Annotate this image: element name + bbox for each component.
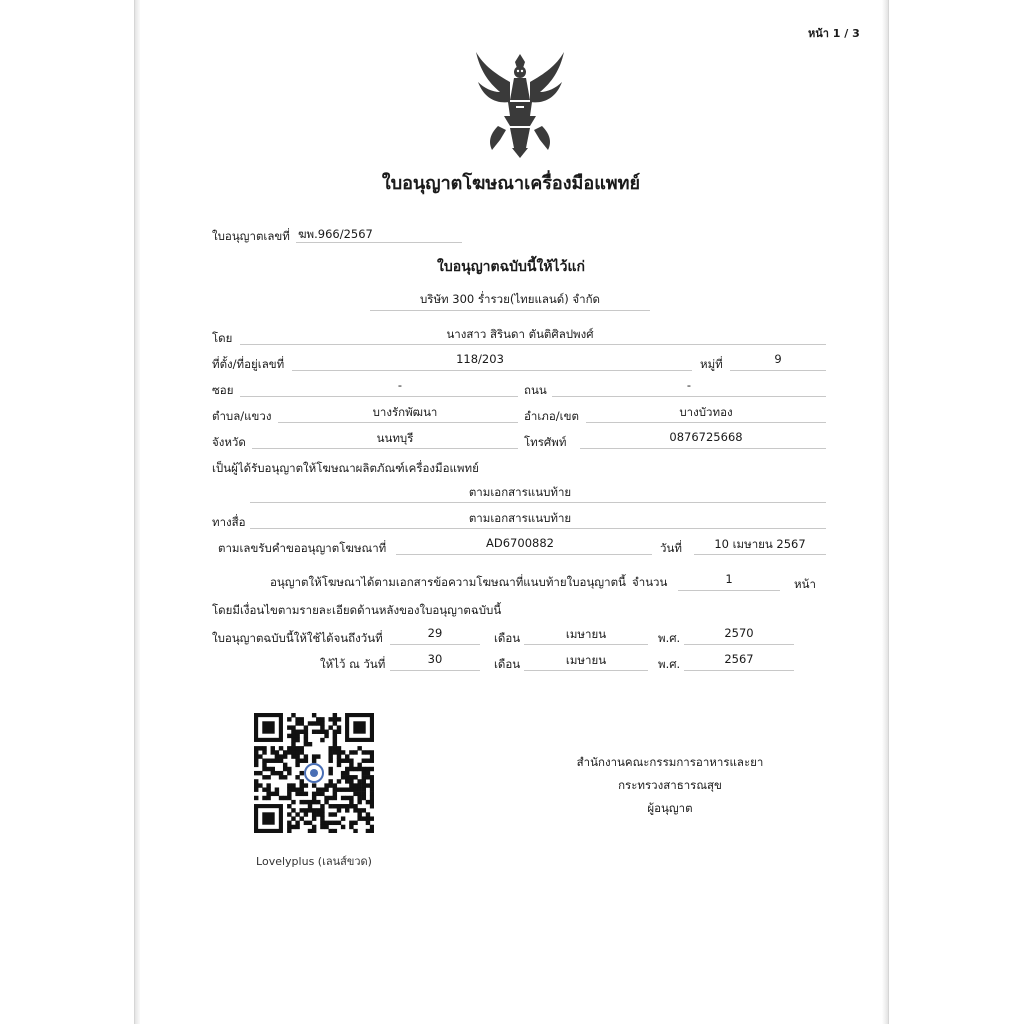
road-value: - xyxy=(686,378,692,392)
moo-value: 9 xyxy=(774,352,782,366)
address-no-label: ที่ตั้ง/ที่อยู่เลขที่ xyxy=(212,357,285,371)
subdistrict-line xyxy=(278,422,518,423)
qr-caption: Lovelyplus (เลนส์ขวด) xyxy=(256,855,372,868)
license-no-value: ฆพ.966/2567 xyxy=(298,227,373,241)
given-on-month: เมษายน xyxy=(565,653,607,667)
approval-count-line xyxy=(678,590,780,591)
company-line xyxy=(370,310,650,311)
request-no-value: AD6700882 xyxy=(486,536,554,550)
valid-until-day-line xyxy=(390,644,480,645)
given-on-month-label: เดือน xyxy=(494,657,521,671)
valid-until-month-line xyxy=(524,644,648,645)
valid-until-day: 29 xyxy=(427,626,443,640)
subdistrict-label: ตำบล/แขวง xyxy=(212,409,272,423)
valid-until-month: เมษายน xyxy=(565,627,607,641)
valid-until-label: ใบอนุญาตฉบับนี้ให้ใช้ได้จนถึงวันที่ xyxy=(212,631,383,645)
product-label: เป็นผู้ได้รับอนุญาตให้โฆษณาผลิตภัณฑ์เครื่องมือแพทย์ xyxy=(212,461,479,475)
request-date-label: วันที่ xyxy=(660,541,682,555)
product-value: ตามเอกสารแนบท้าย xyxy=(468,485,572,499)
approval-count-label: จำนวน xyxy=(632,575,668,589)
address-no-value: 118/203 xyxy=(456,352,504,366)
soi-line xyxy=(240,396,518,397)
request-no-label: ตามเลขรับคำขออนุญาตโฆษณาที่ xyxy=(218,541,387,555)
by-line xyxy=(240,344,826,345)
valid-until-year-line xyxy=(684,644,794,645)
moo-line xyxy=(730,370,826,371)
given-on-year-line xyxy=(684,670,794,671)
valid-until-year-label: พ.ศ. xyxy=(658,631,681,645)
media-value: ตามเอกสารแนบท้าย xyxy=(468,511,572,525)
province-line xyxy=(252,448,518,449)
district-value: บางบัวทอง xyxy=(679,405,733,419)
moo-label: หมู่ที่ xyxy=(700,357,723,371)
approval-unit: หน้า xyxy=(794,577,816,591)
district-label: อำเภอ/เขต xyxy=(524,409,579,423)
media-label: ทางสื่อ xyxy=(212,515,246,529)
approval-text: อนุญาตให้โฆษณาได้ตามเอกสารข้อความโฆษณาที่แนบท้ายใบอนุญาตนี้ xyxy=(270,575,626,589)
document-page xyxy=(140,0,882,1024)
given-on-label: ให้ไว้ ณ วันที่ xyxy=(320,657,386,671)
soi-value: - xyxy=(397,378,403,392)
request-date-line xyxy=(694,554,826,555)
soi-label: ซอย xyxy=(212,383,234,397)
road-label: ถนน xyxy=(524,383,547,397)
media-line xyxy=(250,528,826,529)
garuda-emblem xyxy=(470,48,570,160)
given-on-day: 30 xyxy=(427,652,443,666)
given-on-month-line xyxy=(524,670,648,671)
province-value: นนทบุรี xyxy=(376,431,414,445)
road-line xyxy=(552,396,826,397)
address-no-line xyxy=(292,370,692,371)
phone-line xyxy=(580,448,826,449)
district-line xyxy=(586,422,826,423)
given-on-year: 2567 xyxy=(724,652,754,666)
province-label: จังหวัด xyxy=(212,435,246,449)
license-no-label: ใบอนุญาตเลขที่ xyxy=(212,229,290,243)
given-on-day-line xyxy=(390,670,480,671)
company-name: บริษัท 300 ร่ำรวย(ไทยแลนด์) จำกัด xyxy=(419,292,601,306)
phone-label: โทรศัพท์ xyxy=(524,435,567,449)
issuer-office: สำนักงานคณะกรรมการอาหารและยา xyxy=(576,755,764,769)
by-value: นางสาว สิรินดา ตันติศิลปพงศ์ xyxy=(446,327,594,341)
page-number: หน้า 1 / 3 xyxy=(808,27,860,40)
license-no-line xyxy=(296,242,462,243)
request-date-value: 10 เมษายน 2567 xyxy=(714,537,806,551)
given-on-year-label: พ.ศ. xyxy=(658,657,681,671)
document-title: ใบอนุญาตโฆษณาเครื่องมือแพทย์ xyxy=(381,173,641,194)
conditions-text: โดยมีเงื่อนไขตามรายละเอียดด้านหลังของใบอนุญาตฉบับนี้ xyxy=(212,603,502,617)
issued-to-heading: ใบอนุญาตฉบับนี้ให้ไว้แก่ xyxy=(437,259,585,275)
valid-until-year: 2570 xyxy=(724,626,754,640)
issuer-role: ผู้อนุญาต xyxy=(647,801,693,815)
approval-count: 1 xyxy=(725,572,733,586)
request-no-line xyxy=(396,554,652,555)
subdistrict-value: บางรักพัฒนา xyxy=(372,405,438,419)
issuer-ministry: กระทรวงสาธารณสุข xyxy=(618,778,722,792)
qr-code xyxy=(254,713,374,833)
phone-value: 0876725668 xyxy=(669,430,743,444)
page-right-edge xyxy=(882,0,889,1024)
valid-until-month-label: เดือน xyxy=(494,631,521,645)
product-line xyxy=(250,502,826,503)
by-label: โดย xyxy=(212,331,233,345)
